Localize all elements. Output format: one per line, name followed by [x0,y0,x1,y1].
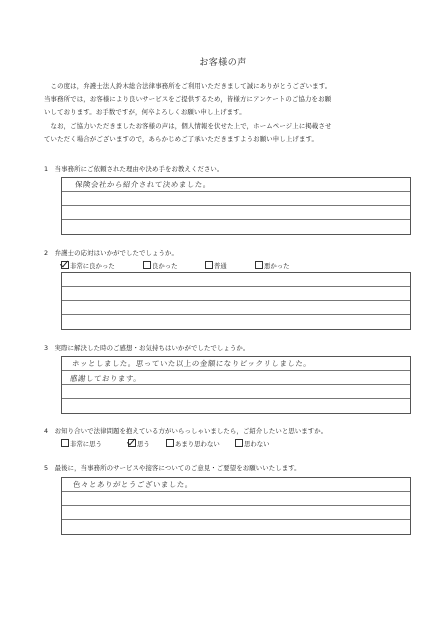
option-label: 良かった [152,262,178,270]
option-label: 思う [137,440,150,448]
ruled-line [62,370,410,371]
option-good[interactable] [143,261,178,270]
ruled-line [62,191,410,192]
ruled-line [62,286,410,287]
ruled-line [62,384,410,385]
option-bad[interactable] [255,261,290,270]
options-2 [61,261,409,271]
handwritten-answer-3-line-1: ホッとしました。思っていた以上の金額になりビックリしました。 [71,359,312,368]
handwritten-answer-3-line-2: 感謝しております。 [69,374,142,383]
checkbox[interactable] [143,261,151,269]
option-label: 非常に良かった [70,262,115,270]
option-disagree[interactable] [235,439,270,448]
options-4 [61,439,409,449]
intro-line: なお，ご協力いただきましたお客様の声は，個人情報を伏せた上で，ホームページ上に掲載させ [44,121,332,130]
ruled-line [62,505,410,506]
checkbox[interactable] [128,439,136,447]
question-5: 5 最後に，当事務所のサービスや接客についてのご意見・ご要望をお願いいたします。 [44,464,301,472]
ruled-line [62,219,410,220]
question-3: 3 実際に解決した時のご感想・お気持ちはいかがでしたでしょうか。 [44,344,250,352]
option-agree[interactable] [128,439,150,448]
option-label: 非常に思う [70,440,102,448]
answer-box-2 [61,272,411,330]
ruled-line [62,205,410,206]
handwritten-answer-1: 保険会社から紹介されて決めました。 [74,180,212,189]
checkbox[interactable] [205,261,213,269]
ruled-line [62,314,410,315]
option-label: 思わない [244,440,270,448]
option-label: 普通 [214,262,227,270]
checkbox[interactable] [61,439,69,447]
question-1: 1 当事務所にご依頼された理由や決め手をお教えください。 [44,165,224,173]
page-title: お客様の声 [199,58,247,68]
checkbox[interactable] [255,261,263,269]
ruled-line [62,491,410,492]
intro-line: 当事務所では，お客様により良いサービスをご提供するため，皆様方にアンケートのご協力をお願 [44,95,332,104]
intro-text [44,80,416,146]
question-4: 4 お知り合いで法律問題を抱えている方がいらっしゃいましたら，ご紹介したいと思いますか。 [44,427,328,435]
intro-line: ていただく場合がございますので，あらかじめご了承いただきますようお願い申し上げます。 [44,134,319,143]
option-very-good[interactable] [61,261,115,270]
option-strongly-agree[interactable] [61,439,102,448]
handwritten-answer-5: 色々とありがとうございました。 [72,480,194,489]
checkbox[interactable] [235,439,243,447]
option-not-much[interactable] [166,439,220,448]
ruled-line [62,300,410,301]
checkbox[interactable] [166,439,174,447]
ruled-line [62,398,410,399]
option-label: あまり思わない [175,440,220,448]
intro-line: いしております。お手数ですが，何卒よろしくお願い申し上げます。 [44,108,246,117]
intro-line: この度は，弁護士法人鈴木総合法律事務所をご利用いただきまして誠にありがとうございます。 [44,82,332,90]
ruled-line [62,519,410,520]
option-label: 悪かった [264,262,290,270]
option-normal[interactable] [205,261,227,270]
question-2: 2 弁護士の応対はいかがでしたでしょうか。 [44,249,178,257]
checkbox[interactable] [61,261,69,269]
